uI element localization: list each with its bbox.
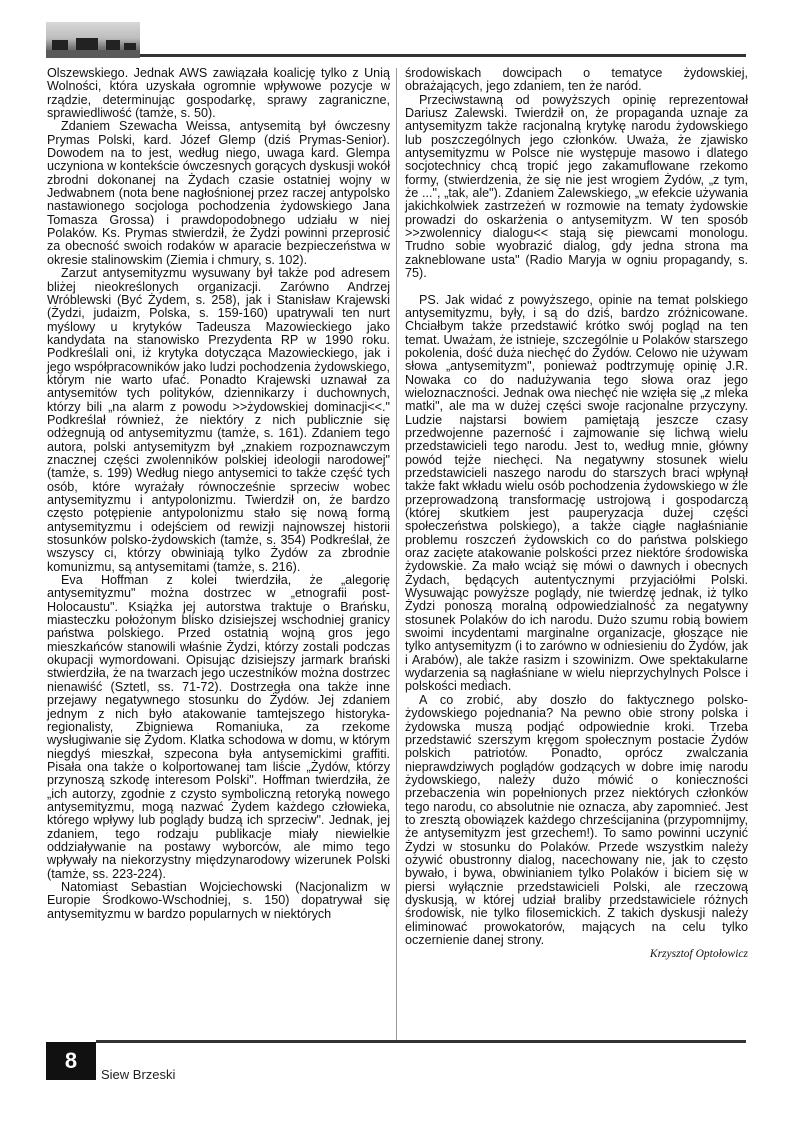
column-divider: [396, 68, 397, 1040]
right-column: [405, 67, 748, 962]
paragraph: Natomiast Sebastian Wojciechowski (Nacjonalizm w Europie Środkowo-Wschodniej, s. 150) dopatrywał się antysemityzmu w bardzo popularnych w niektórych: [47, 879, 390, 921]
paragraph: Zdaniem Szewacha Weissa, antysemitą był ówczesny Prymas Polski, kard. Józef Glemp (dziś Prymas-Senior). Dowodem na to jest, według niego, uwaga kard. Glempa uczyniona w kontekście ówczesnych gorących dyskusji wokół zbrodni dokonanej na Żydach czasie ostatniej wojny w Jedwabnem (nota bene nagłośnionej przez raczej antypolsko nastawionego socjologa pochodzenia żydowskiego Jana Tomasza Grossa) i prawdopodobnego udziału w niej Polaków. Ks. Prymas stwierdził, że Żydzi powinni przeprosić za obecność swoich rodaków w aparacie bezpieczeństwa w okresie stalinowskim (Ziemia i chmury, s. 102).: [47, 119, 390, 267]
publication-name: Siew Brzeski: [101, 1067, 176, 1082]
paragraph: PS. Jak widać z powyższego, opinie na temat polskiego antysemityzmu, były, i są do dziś, bardzo zróżnicowane. Chciałbym także przedstawić krótko swój pogląd na ten temat. Uważam, że istnieje, szczególnie u Polaków starszego pokolenia, dość duża niechęć do Żydów. Celowo nie używam słowa „antysemityzm", ponieważ podtrzymuję opinię J.R. Nowaka co do nadużywania tego słowa oraz jego wieloznaczności. Jednak owa niechęć nie wzięła się „z mleka matki", ale ma w dużej części swoje racjonalne przyczyny. Ludzie najstarsi bowiem pamiętają jeszcze czasy przedwojenne pazerność i zajmowanie się lichwą wielu przedstawicieli tego narodu. Jest to, według mnie, główny powód tejże niechęci. Na negatywny stosunek wielu przedstawicieli naszego narodu do starszych braci wpłynął także fakt wkładu wielu osób pochodzenia żydowskiego w źle przeprowadzoną transformację ustrojową i gospodarczą (której skutkiem jest pauperyzacja dużej części społeczeństwa polskiego), a także ciągłe nagłaśnianie problemu roszczeń żydowskich co do państwa polskiego oraz zacięte atakowanie polskości przez niektóre środowiska żydowskie. Za mało wciąż się mówi o dawnych i obecnych Żydach, będących autentycznymi przyjaciółmi Polski. Wysuwając powyższe poglądy, nie twierdzę jednak, iż tylko Żydzi ponoszą moralną odpowiedzialność za negatywny stosunek Polaków do ich narodu. Dużo szumu robią bowiem swoimi incydentami marginalne organizacje, głoszące nie tylko antysemityzm (i to zarówno w odniesieniu do Żydów, jak i Arabów), ale także rasizm i szowinizm. Owe spektakularne wydarzenia są nagłaśniane w wielu nieprzychylnych Polsce i polskości mediach.: [405, 292, 748, 694]
paragraph: Eva Hoffman z kolei twierdziła, że „alegorię antysemityzmu" można dostrzec w „etnografii post-Holocaustu". Książka jej autorstwa traktuje o Brańsku, miasteczku położonym blisko dzisiejszej wschodniej granicy państwa polskiego. Przed ostatnią wojną gros jego mieszkańców stanowili właśnie Żydzi, którzy zostali podczas okupacji wymordowani. Opisując dzisiejszy jarmark brański stwierdziła, że na twarzach jego uczestników można dostrzec nienawiść (Sztetl, ss. 71-72). Dostrzegła ona także inne przejawy negatywnego stosunku do Żydów. Jej zdaniem jednym z nich było atakowanie tamtejszego historyka-regionalisty, Zbigniewa Romaniuka, za rzekome wysługiwanie się Żydom. Klatka schodowa w domu, w którym niegdyś mieszkał, szpecona była antysemickimi graffiti. Pisała ona także o kolportowanej tam liście „Żydów, którzy przynoszą szkodę interesom Polski". Hoffman twierdziła, że „ich autorzy, zgodnie z czysto symboliczną retoryką nowego antysemityzmu, mogą nazwać Żydem każdego człowieka, którego wpływy lub poglądy budzą ich sprzeciw". Jednak, jej zdaniem, tego rodzaju publikacje miały niewielkie oddziaływanie na postawy wyborców, ale mimo tego wpływały na niekorzystny międzynarodowy wizerunek Polski (tamże, ss. 223-224).: [47, 573, 390, 881]
paragraph: A co zrobić, aby doszło do faktycznego polsko-żydowskiego pojednania? Na pewno obie strony polska i żydowska muszą podjąć odpowiednie kroki. Trzeba przedstawić szerszym kręgom społecznym postacie Żydów polskich patriotów. Ponadto, oprócz zwalczania nieprawdziwych poglądów godzących w dobre imię narodu żydowskiego, należy dużo mówić o konieczności przebaczenia win popełnionych przez niektórych członków tego narodu, co absolutnie nie oznacza, aby zapomnieć. Jest to zresztą obowiązek każdego chrześcijanina (przypomnijmy, że antysemityzm jest grzechem!). To samo powinni uczynić Żydzi w stosunku do Polaków. Przede wszystkim należy ożywić obustronny dialog, nacechowany nie, jak to często bywało, i bywa, obwinianiem tylko Polaków i biciem się w piersi wyłącznie przedstawicieli Polski, ale rzeczową dyskusją, w której udział braliby przedstawiciele różnych środowisk, nie tylko filosemickich. Z takich dyskusji należy eliminować prowokatorów, mających na celu tylko oczernienie danej strony.: [405, 692, 748, 947]
footer-rule: [96, 1040, 746, 1043]
paragraph: środowiskach dowcipach o tematyce żydowskiej, obrażających, jego zdaniem, ten że naród.: [405, 66, 748, 94]
header-rule: [140, 54, 746, 57]
header-photo: [46, 22, 140, 58]
paragraph: Przeciwstawną od powyższych opinię reprezentował Dariusz Zalewski. Twierdził on, że propaganda uznaje za antysemityzm także racjonalną krytykę narodu żydowskiego lub poszczególnych jego członków. Uważa, że zjawisko antysemityzmu w Polsce nie występuje masowo i dlatego socjotechnicy chcą tropić jego zakamuflowane rzekomo formy, (stwierdzenia, że się nie jest wrogiem Żydów, „z tym, że ...", „tak, ale"). Zdaniem Zalewskiego, „w efekcie używania jakichkolwiek zastrzeżeń w rozmowie na tematy żydowskie prowadzi do oskarżenia o antysemityzm. W ten sposób >>zwolennicy dialogu<< stają się piewcami monologu. Trudno sobie wyobrazić dialog, gdy jedna strona ma zakneblowane usta" (Radio Maryja w ogniu propagandy, s. 75).: [405, 92, 748, 281]
left-column: [47, 67, 390, 921]
page-number: 8: [46, 1042, 96, 1080]
paragraph: Zarzut antysemityzmu wysuwany był także pod adresem bliżej nieokreślonych organizacji. Zarówno Andrzej Wróblewski (Być Żydem, s. 258), jak i Stanisław Krajewski (Żydzi, judaizm, Polska, s. 159-160) upatrywali ten nurt myślowy u krytyków Tadeusza Mazowieckiego jako kandydata na stanowisko Prezydenta RP w 1990 roku. Podkreślali oni, iż krytyka dotycząca Mazowieckiego, jak i jego współpracowników jako ludzi pochodzenia żydowskiego, którym nie warto ufać. Ponadto Krajewski uznawał za antysemitów tych polityków, dziennikarzy i duchownych, którzy bili „na alarm z powodu >>żydowskiej dominacji<<." Podkreślał również, że niektóry z nich publicznie się odżegnują od antysemityzmu (tamże, s. 161). Zdaniem tego autora, polski antysemityzm był „znakiem rozpoznawczym znacznej części zwolenników polskiej ideologii narodowej" (tamże, s. 199) Według niego antysemici to także część tych osób, które wyrażały równocześnie sprzeciw wobec antysemityzmu i antypolonizmu. Twierdził on, że bardzo często potępienie antypolonizmu stało się nową formą antysemityzmu i odejściem od rewizji najnowszej historii stosunków polsko-żydowskich (tamże, s. 354) Podkreślał, że wszyscy ci, którzy obwiniają tylko Żydów za zbrodnie komunizmu, są antysemitami (tamże, s. 216).: [47, 266, 390, 574]
paragraph: Olszewskiego. Jednak AWS zawiązała koalicję tylko z Unią Wolności, która uzyskała ogromnie wpływowe pozycje w rządzie, determinując gospodarkę, sprawy zagraniczne, sprawiedliwość (tamże, s. 50).: [47, 66, 390, 121]
author-signature: Krzysztof Optołowicz: [649, 948, 748, 961]
